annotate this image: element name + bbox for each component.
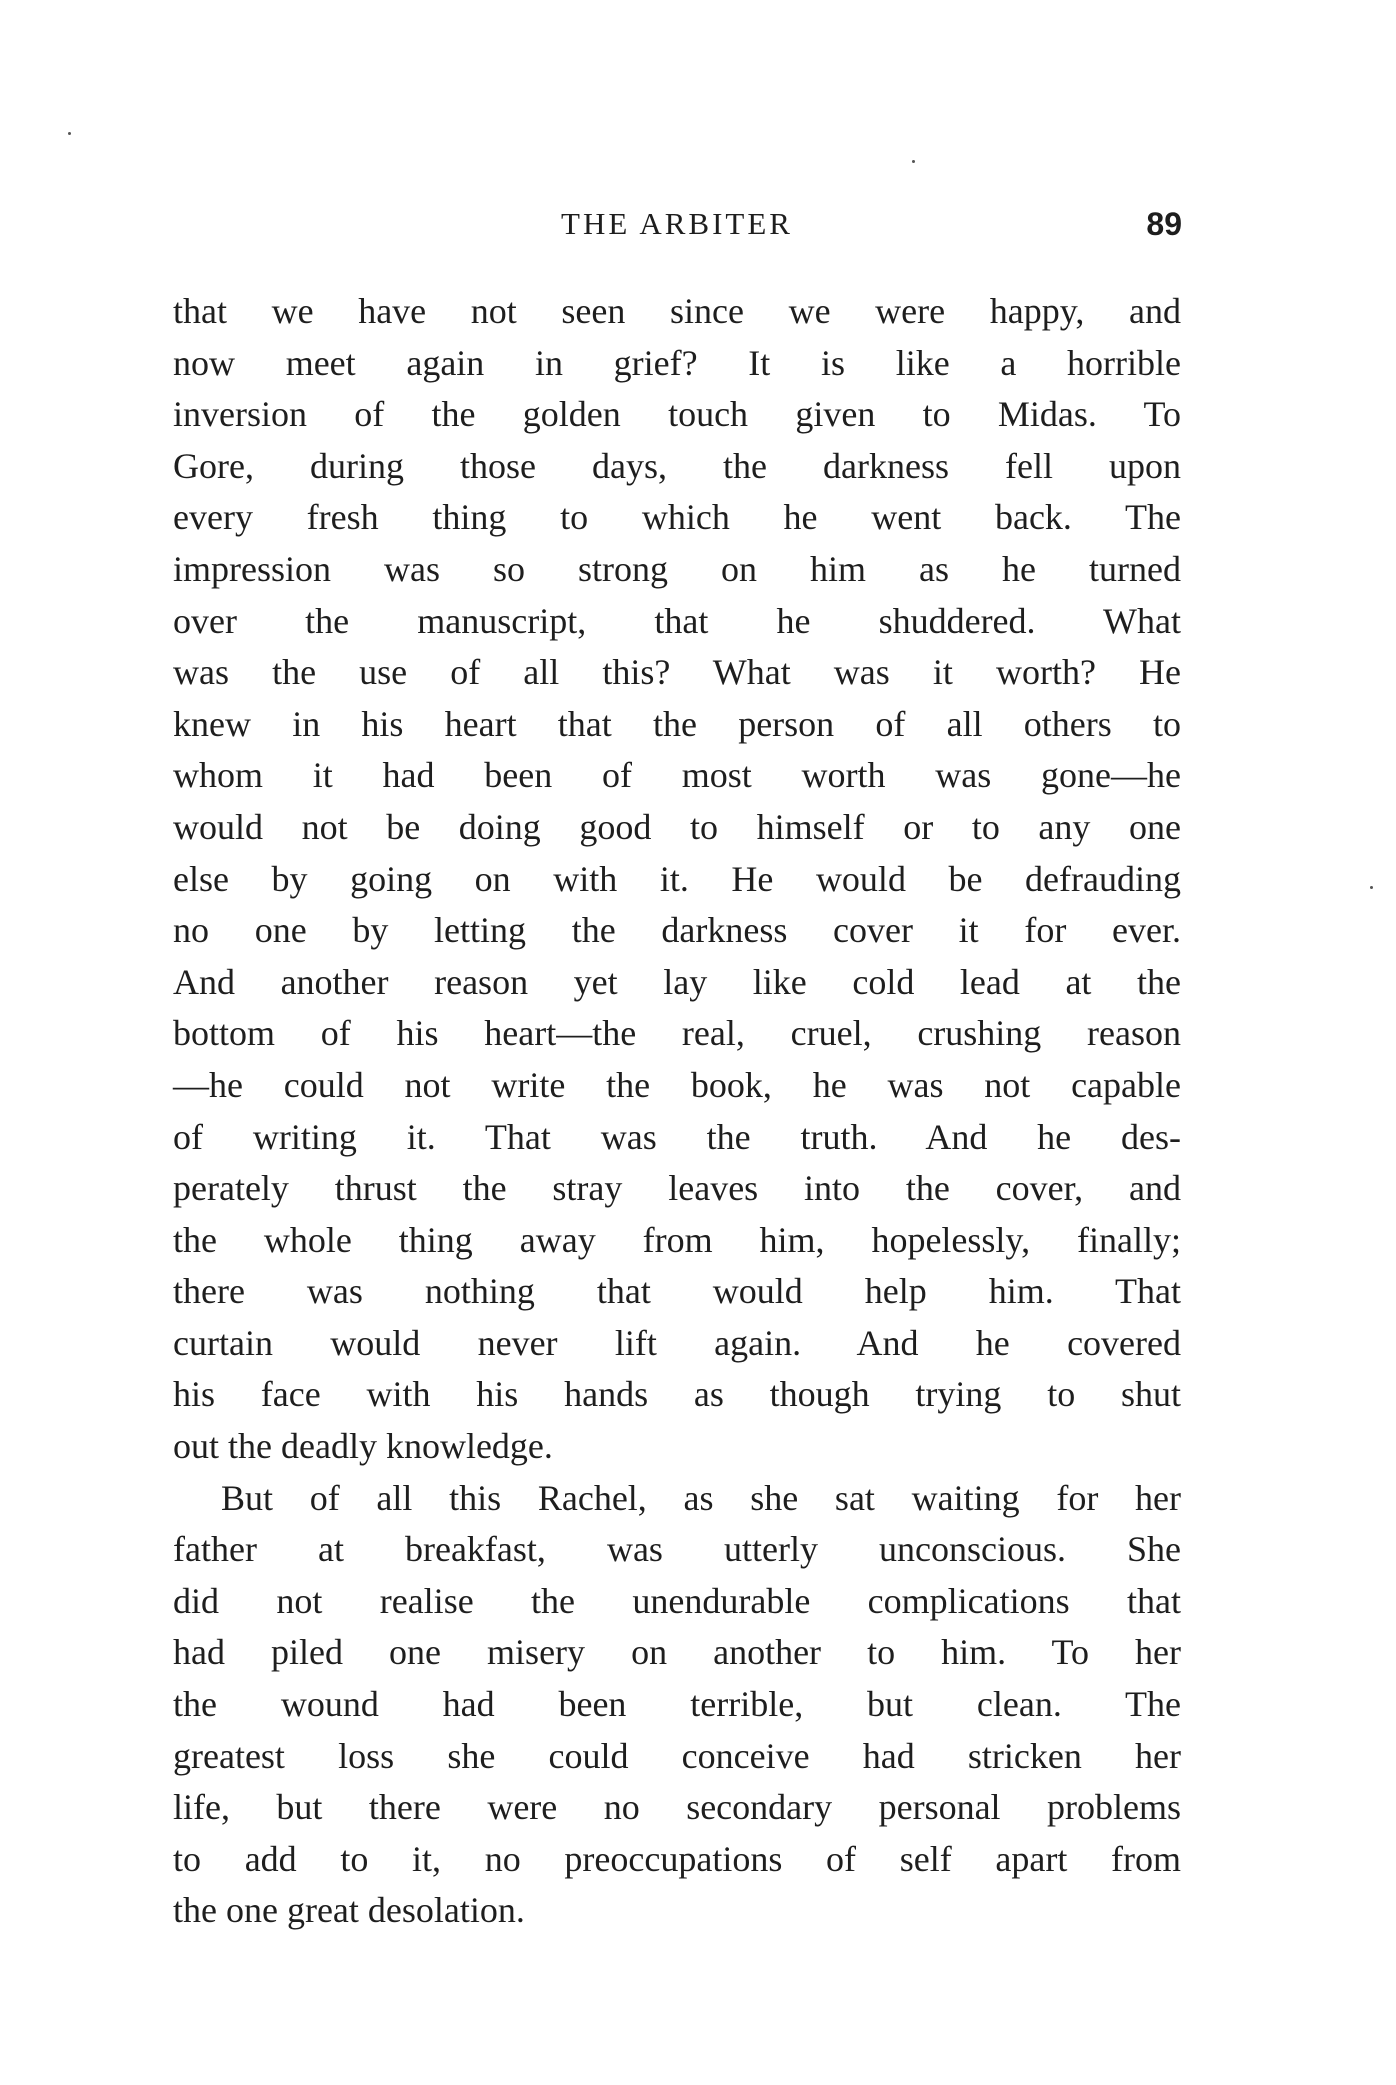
text-line: his face with his hands as though trying to shut	[173, 1374, 1181, 1415]
text-line: But of all this Rachel, as she sat waiting for her	[221, 1477, 1181, 1518]
text-line: And another reason yet lay like cold lead at the	[173, 961, 1181, 1002]
text-line: knew in his heart that the person of all others to	[173, 703, 1181, 744]
text-line: the wound had been terrible, but clean. The	[173, 1684, 1181, 1725]
text-line: greatest loss she could conceive had stricken her	[173, 1735, 1181, 1776]
text-line: out the deadly knowledge.	[173, 1426, 553, 1467]
text-line: to add to it, no preoccupations of self apart from	[173, 1838, 1181, 1879]
running-title: THE ARBITER	[561, 206, 793, 241]
text-line: —he could not write the book, he was not capable	[173, 1064, 1181, 1105]
text-line: inversion of the golden touch given to Midas. To	[173, 394, 1181, 435]
text-line: life, but there were no secondary personal problems	[173, 1787, 1181, 1828]
text-line: there was nothing that would help him. That	[173, 1271, 1181, 1312]
text-line: else by going on with it. He would be defrauding	[173, 858, 1181, 899]
text-line: impression was so strong on him as he turned	[173, 548, 1181, 589]
paper-speck	[68, 132, 71, 135]
paper-speck	[912, 160, 915, 163]
text-line: had piled one misery on another to him. To her	[173, 1632, 1181, 1673]
text-line: bottom of his heart—the real, cruel, crushing reason	[173, 1013, 1181, 1054]
text-line: father at breakfast, was utterly unconscious. She	[173, 1529, 1181, 1570]
text-line: did not realise the unendurable complications that	[173, 1580, 1181, 1621]
paragraph	[173, 1473, 1181, 1937]
running-head	[172, 206, 1182, 256]
text-line: every fresh thing to which he went back. The	[173, 497, 1181, 538]
paragraph	[173, 286, 1181, 1473]
body-text	[173, 286, 1181, 1937]
paper-speck	[1370, 886, 1373, 889]
text-line: the whole thing away from him, hopelessly, finally;	[173, 1219, 1181, 1260]
text-line: was the use of all this? What was it worth? He	[173, 652, 1181, 693]
text-line: that we have not seen since we were happy, and	[173, 291, 1181, 331]
text-line: perately thrust the stray leaves into the cover, and	[173, 1168, 1181, 1209]
text-line: Gore, during those days, the darkness fell upon	[173, 445, 1181, 486]
text-line: curtain would never lift again. And he covered	[173, 1322, 1181, 1363]
text-line: whom it had been of most worth was gone—he	[173, 755, 1181, 796]
text-line: the one great desolation.	[173, 1890, 525, 1931]
text-line: over the manuscript, that he shuddered. What	[173, 600, 1181, 641]
text-line: now meet again in grief? It is like a horrible	[173, 342, 1181, 383]
page-number: 89	[1146, 206, 1182, 242]
text-line: no one by letting the darkness cover it for ever.	[173, 910, 1181, 951]
text-line: of writing it. That was the truth. And he des-	[173, 1116, 1181, 1157]
text-line: would not be doing good to himself or to any one	[173, 806, 1181, 847]
